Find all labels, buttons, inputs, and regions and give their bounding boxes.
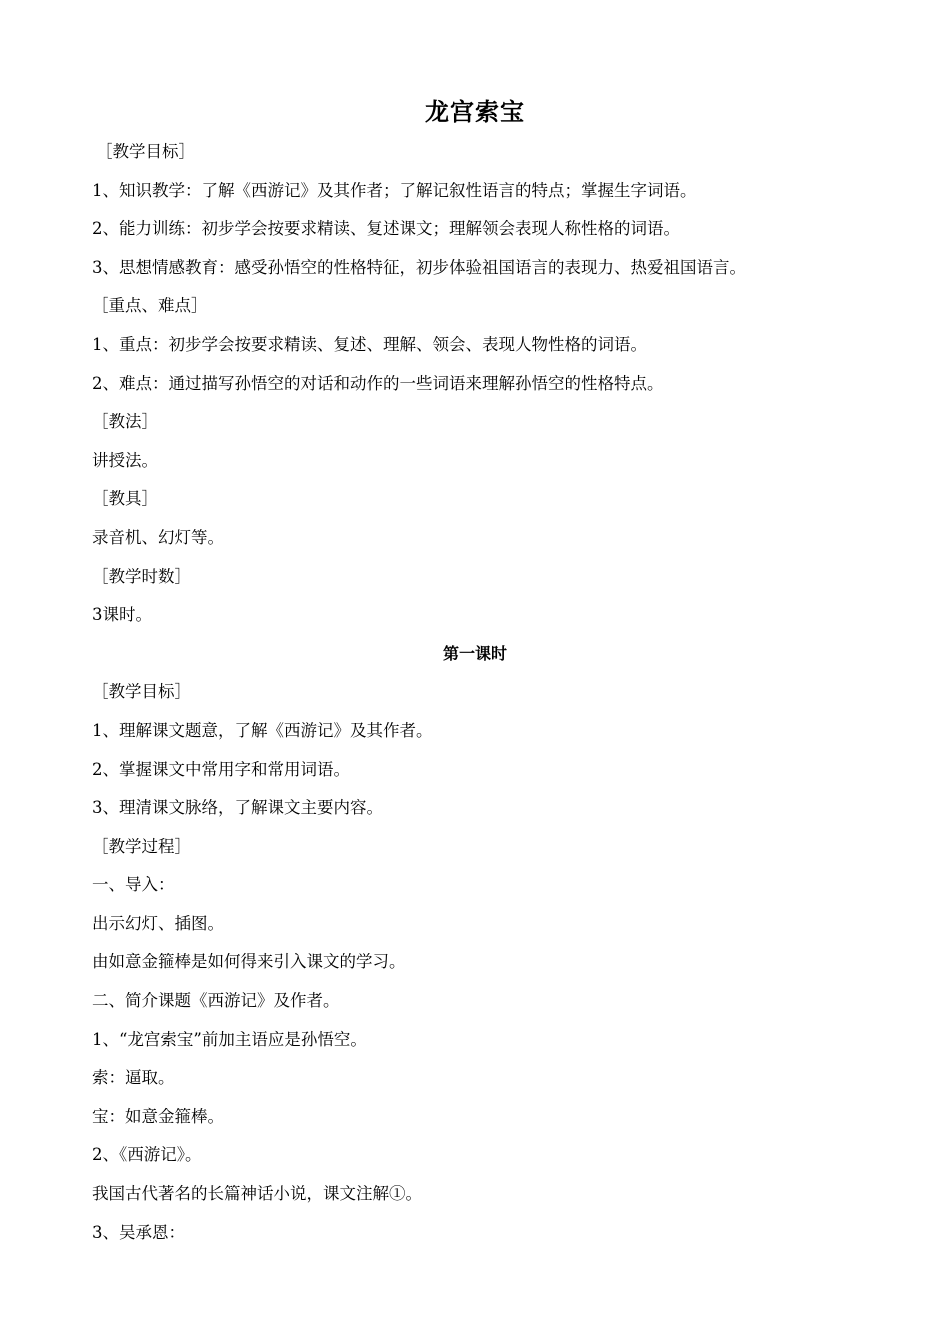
paragraph-line: 1、“龙宫索宝”前加主语应是孙悟空。 (92, 1029, 367, 1049)
paragraph-line: 2、《西游记》。 (92, 1145, 202, 1165)
paragraph-line: ［教学时数］ (92, 566, 191, 586)
paragraph-line: 2、能力训练：初步学会按要求精读、复述课文；理解领会表现人称性格的词语。 (92, 219, 680, 239)
paragraph-line: 2、掌握课文中常用字和常用词语。 (92, 759, 350, 779)
paragraph-line: ［重点、难点］ (92, 296, 208, 316)
paragraph-line: 一、导入： (92, 875, 175, 895)
paragraph-line: ［教学目标］ (92, 682, 191, 702)
paragraph-line: 索：逼取。 (92, 1068, 175, 1088)
paragraph-line: 2、难点：通过描写孙悟空的对话和动作的一些词语来理解孙悟空的性格特点。 (92, 373, 664, 393)
paragraph-line: 录音机、幻灯等。 (92, 527, 224, 547)
paragraph-line: 由如意金箍棒是如何得来引入课文的学习。 (92, 952, 406, 972)
paragraph-line: 讲授法。 (92, 450, 158, 470)
paragraph-line: 我国古代著名的长篇神话小说，课文注解①。 (92, 1184, 422, 1204)
paragraph-line: 3、理清课文脉络，了解课文主要内容。 (92, 798, 383, 818)
paragraph-line: 1、知识教学：了解《西游记》及其作者；了解记叙性语言的特点；掌握生字词语。 (92, 180, 697, 200)
paragraph-line: 二、简介课题《西游记》及作者。 (92, 991, 340, 1011)
paragraph-line: 1、理解课文题意，了解《西游记》及其作者。 (92, 720, 433, 740)
paragraph-line: ［教法］ (92, 412, 158, 432)
paragraph-line: 3课时。 (92, 605, 152, 625)
document-body (92, 133, 872, 1252)
paragraph-line: ［教具］ (92, 489, 158, 509)
paragraph-line: 1、重点：初步学会按要求精读、复述、理解、领会、表现人物性格的词语。 (92, 334, 647, 354)
paragraph-line: 宝：如意金箍棒。 (92, 1106, 224, 1126)
paragraph-line: ［教学过程］ (92, 836, 191, 856)
paragraph-line: 3、思想情感教育：感受孙悟空的性格特征，初步体验祖国语言的表现力、热爱祖国语言。 (92, 257, 746, 277)
document-title: 龙宫索宝 (425, 98, 525, 126)
section-heading: 第一课时 (442, 643, 507, 663)
paragraph-line: ［教学目标］ (96, 142, 195, 161)
paragraph-line: 出示幻灯、插图。 (92, 913, 224, 933)
paragraph-line: 3、吴承恩： (92, 1222, 185, 1242)
